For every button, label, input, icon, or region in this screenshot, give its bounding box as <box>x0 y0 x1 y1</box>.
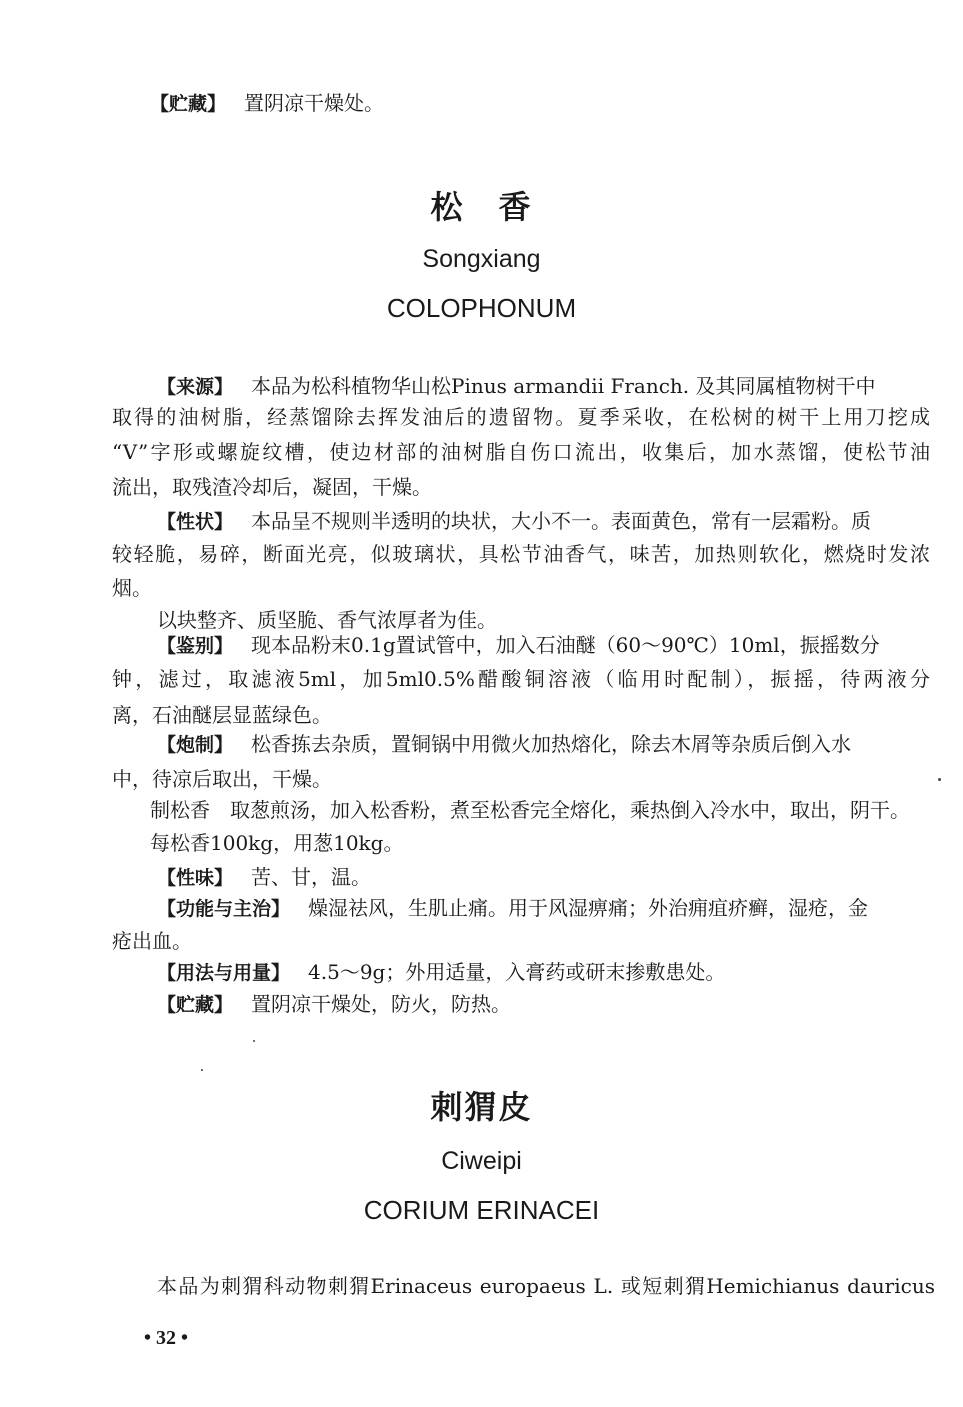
entry-latin-name: COLOPHONUM <box>386 293 577 323</box>
scan-speck <box>253 1040 255 1042</box>
section-label: 【鉴别】 <box>157 635 234 657</box>
section-label: 【用法与用量】 <box>157 962 291 984</box>
identification-text: 现本品粉末0.1g置试管中，加入石油醚（60～90℃）10ml，振摇数分 <box>251 633 880 657</box>
top-storage-line <box>150 87 384 120</box>
page-number: • 32 • <box>144 1327 189 1349</box>
nature-line <box>157 861 371 894</box>
processing-line-1 <box>157 728 930 761</box>
character-line-3: 烟。 <box>112 576 152 600</box>
usage-text: 4.5～9g；外用适量，入膏药或研末掺敷患处。 <box>308 960 726 984</box>
section-label: 【来源】 <box>157 376 234 398</box>
processing-line-2: 中，待凉后取出，干燥。 <box>112 767 332 791</box>
scan-speck <box>938 778 941 781</box>
entry-latin-name: CORIUM ERINACEI <box>363 1195 600 1225</box>
source-line-1 <box>157 370 930 403</box>
character-line-4: 以块整齐、质坚脆、香气浓厚者为佳。 <box>157 608 497 632</box>
identification-line-2: 钟，滤过，取滤液5ml，加5ml0.5%醋酸铜溶液（临用时配制），振摇，待两液分 <box>112 667 930 691</box>
processing-line-3: 制松香 取葱煎汤，加入松香粉，煮至松香完全熔化，乘热倒入冷水中，取出，阴干。 <box>150 798 910 822</box>
source-text: 本品为松科植物华山松Pinus armandii Franch. 及其同属植物树干中 <box>251 374 876 398</box>
identification-line-3: 离，石油醚层显蓝绿色。 <box>112 703 332 727</box>
function-line-1 <box>157 892 930 925</box>
processing-line-4: 每松香100kg，用葱10kg。 <box>150 831 404 855</box>
character-line-2: 较轻脆，易碎，断面光亮，似玻璃状，具松节油香气，味苦，加热则软化，燃烧时发浓 <box>112 542 930 566</box>
source-line-4: 流出，取残渣冷却后，凝固，干燥。 <box>112 475 432 499</box>
section-label: 【性味】 <box>157 867 234 889</box>
source-line-2: 取得的油树脂，经蒸馏除去挥发油后的遗留物。夏季采收，在松树的树干上用刀挖成 <box>112 405 930 429</box>
nature-text: 苦、甘，温。 <box>251 865 372 889</box>
entry-pinyin: Songxiang <box>422 245 541 273</box>
source-line-3: “V”字形或螺旋纹槽，使边材部的油树脂自伤口流出，收集后，加水蒸馏，使松节油 <box>112 440 930 464</box>
identification-line-1 <box>157 629 930 662</box>
entry2-line-1: 本品为刺猬科动物刺猬Erinaceus europaeus L. 或短刺猬Hemichianus dauricus <box>157 1274 935 1298</box>
entry-title: 刺猬皮 <box>430 1088 533 1126</box>
section-label: 【贮藏】 <box>157 994 234 1016</box>
usage-line <box>157 956 725 989</box>
section-label: 【功能与主治】 <box>157 898 291 920</box>
storage-text: 置阴凉干燥处。 <box>244 91 385 115</box>
processing-text: 松香拣去杂质，置铜锅中用微火加热熔化，除去木屑等杂质后倒入水 <box>251 732 852 756</box>
entry-title: 松 香 <box>430 188 533 226</box>
section-label: 【炮制】 <box>157 734 234 756</box>
function-text: 燥湿祛风，生肌止痛。用于风湿痹痛；外治痈疽疥癣，湿疮，金 <box>308 896 869 920</box>
storage-line <box>157 988 511 1021</box>
function-line-2: 疮出血。 <box>112 929 192 953</box>
section-label: 【性状】 <box>157 511 234 533</box>
character-text: 本品呈不规则半透明的块状，大小不一。表面黄色，常有一层霜粉。质 <box>251 509 872 533</box>
scan-speck <box>201 1069 203 1071</box>
section-label: 【贮藏】 <box>150 93 227 115</box>
entry-pinyin: Ciweipi <box>441 1147 522 1175</box>
character-line-1 <box>157 505 930 538</box>
storage-text: 置阴凉干燥处，防火，防热。 <box>251 992 512 1016</box>
